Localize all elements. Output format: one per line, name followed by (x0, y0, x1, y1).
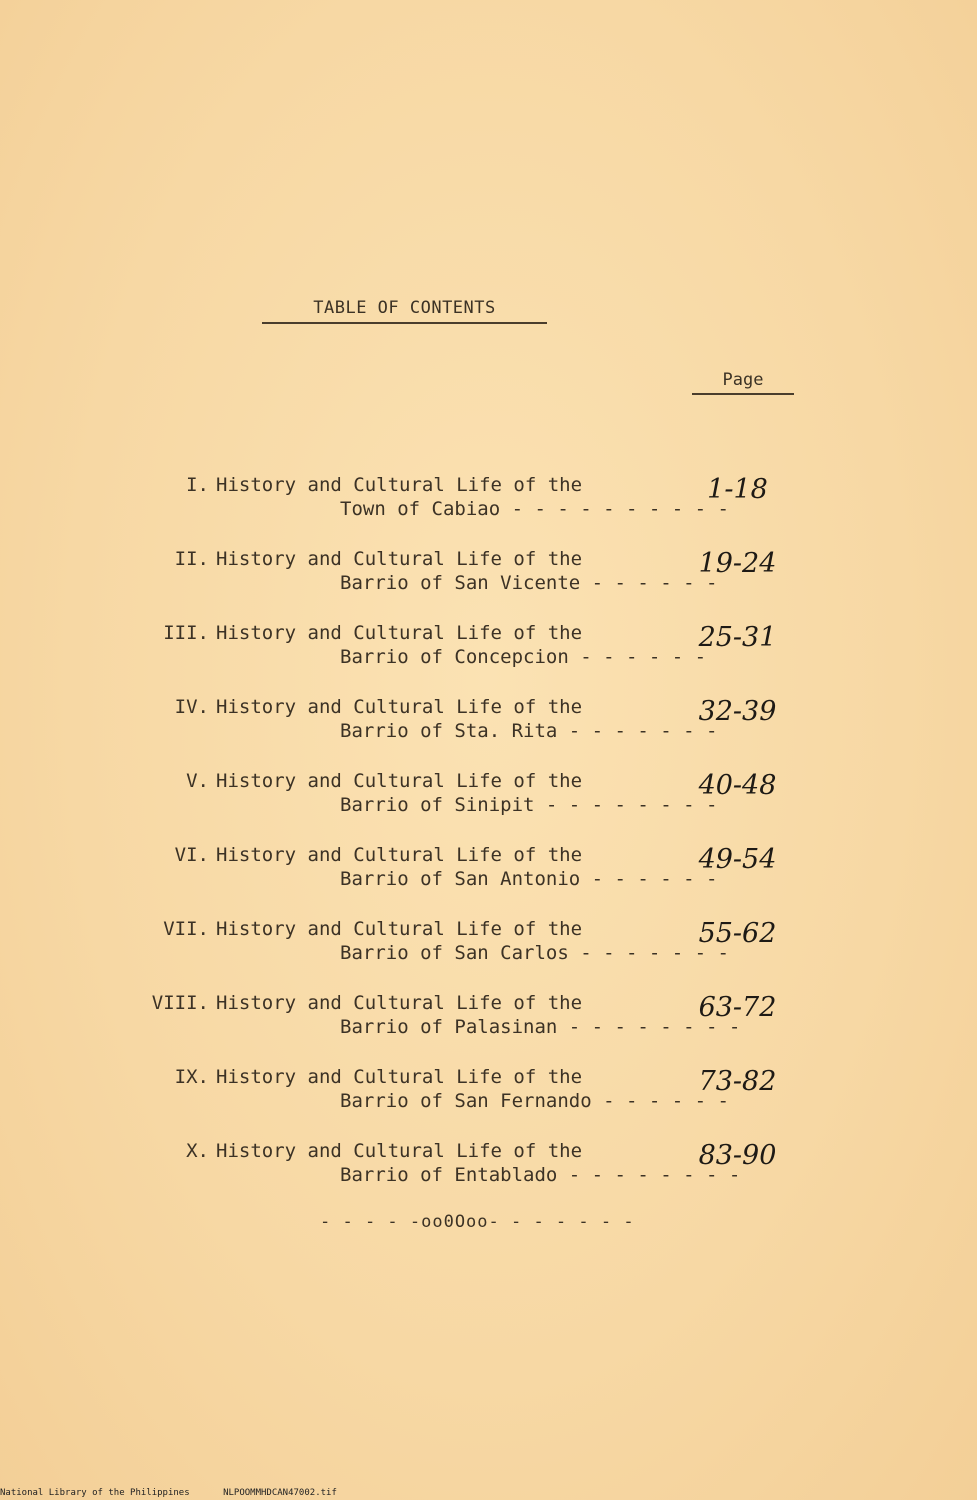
entry-title-line: History and Cultural Life of the (216, 918, 583, 940)
entry-title-line: History and Cultural Life of the (216, 992, 583, 1014)
entry-page-range: 83-90 (698, 1140, 777, 1171)
entry-subtitle-line: Barrio of San Vicente - - - - - - (340, 572, 718, 594)
entry-title-line: History and Cultural Life of the (216, 844, 583, 866)
toc-entry-6 (0, 844, 977, 904)
entry-page-range: 55-62 (698, 918, 777, 949)
scan-filename: NLPOOMMHDCAN47002.tif (223, 1488, 337, 1498)
entry-numeral: X. (186, 1140, 209, 1162)
entry-numeral: VI. (174, 844, 209, 866)
entry-title-line: History and Cultural Life of the (216, 548, 583, 570)
entry-numeral: VII. (163, 918, 209, 940)
page-column-label: Page (692, 370, 794, 395)
entry-numeral: II. (174, 548, 209, 570)
scan-footer (0, 1488, 365, 1498)
entry-title-line: History and Cultural Life of the (216, 770, 583, 792)
toc-entry-2 (0, 548, 977, 608)
entry-subtitle-line: Barrio of Sinipit - - - - - - - - (340, 794, 718, 816)
entry-subtitle-line: Barrio of Entablado - - - - - - - - (340, 1164, 741, 1186)
end-divider: - - - - -oo0Ooo- - - - - - - (320, 1212, 635, 1232)
entry-subtitle-line: Barrio of San Antonio - - - - - - (340, 868, 718, 890)
toc-entry-10 (0, 1140, 977, 1200)
entry-title-line: History and Cultural Life of the (216, 696, 583, 718)
toc-title: TABLE OF CONTENTS (262, 298, 547, 324)
entry-subtitle-line: Town of Cabiao - - - - - - - - - - (340, 498, 729, 520)
entry-page-range: 25-31 (698, 622, 777, 653)
entry-title-line: History and Cultural Life of the (216, 1140, 583, 1162)
entry-page-range: 40-48 (698, 770, 777, 801)
entry-subtitle-line: Barrio of Concepcion - - - - - - (340, 646, 707, 668)
entry-page-range: 49-54 (698, 844, 777, 875)
entry-title-line: History and Cultural Life of the (216, 1066, 583, 1088)
entry-numeral: V. (186, 770, 209, 792)
toc-entry-1 (0, 474, 977, 534)
entry-page-range: 32-39 (698, 696, 777, 727)
entry-numeral: IV. (174, 696, 209, 718)
toc-entry-3 (0, 622, 977, 682)
toc-entry-8 (0, 992, 977, 1052)
toc-entry-4 (0, 696, 977, 756)
entry-numeral: III. (163, 622, 209, 644)
entry-title-line: History and Cultural Life of the (216, 474, 583, 496)
entry-page-range: 19-24 (698, 548, 777, 579)
entry-subtitle-line: Barrio of San Fernando - - - - - - (340, 1090, 729, 1112)
entry-subtitle-line: Barrio of Sta. Rita - - - - - - - (340, 720, 718, 742)
entry-subtitle-line: Barrio of San Carlos - - - - - - - (340, 942, 729, 964)
toc-entry-9 (0, 1066, 977, 1126)
entry-page-range: 73-82 (698, 1066, 777, 1097)
toc-entry-5 (0, 770, 977, 830)
entry-numeral: VIII. (151, 992, 209, 1014)
entry-page-range: 63-72 (698, 992, 777, 1023)
library-credit: National Library of the Philippines (0, 1488, 190, 1498)
entry-numeral: I. (186, 474, 209, 496)
entry-title-line: History and Cultural Life of the (216, 622, 583, 644)
toc-entry-7 (0, 918, 977, 978)
entry-numeral: IX. (174, 1066, 209, 1088)
entry-page-range: 1-18 (707, 474, 768, 505)
entry-subtitle-line: Barrio of Palasinan - - - - - - - - (340, 1016, 741, 1038)
